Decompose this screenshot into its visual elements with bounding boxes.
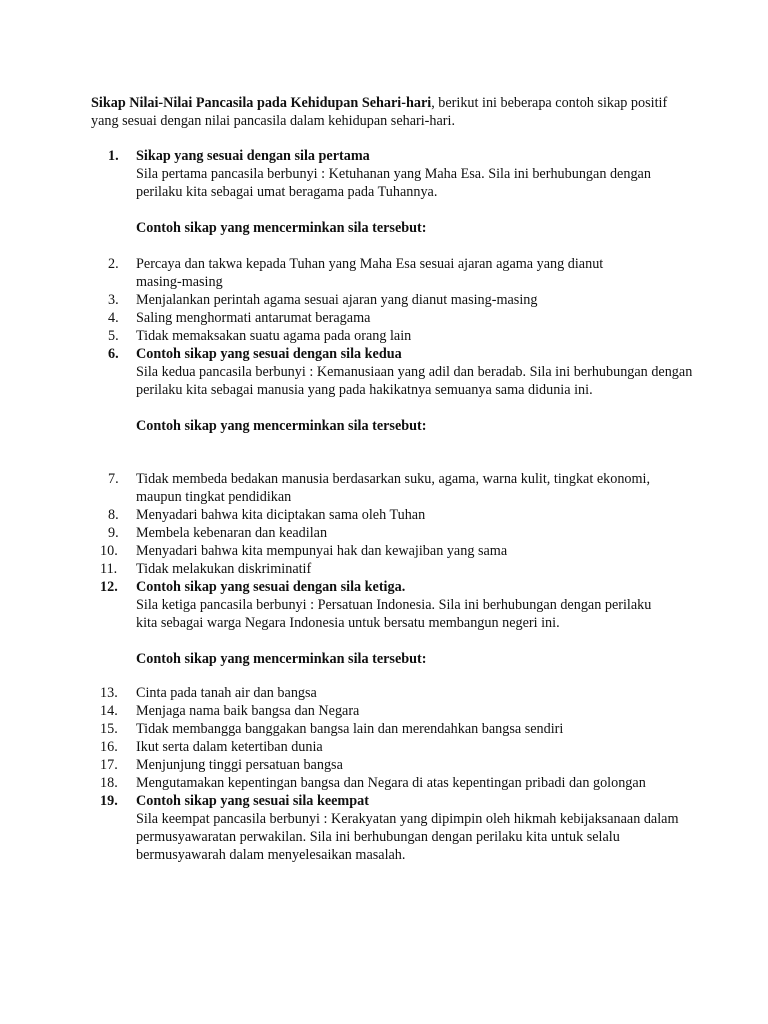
list-text: Tidak memaksakan suatu agama pada orang lain xyxy=(136,328,412,344)
section-description: Sila ketiga pancasila berbunyi : Persatuan Indonesia. Sila ini berhubungan dengan perilaku kita sebagai warga Negara Indonesia untuk bersatu membangun negeri ini. xyxy=(136,597,652,631)
list-item xyxy=(91,327,691,345)
examples-heading: Contoh sikap yang mencerminkan sila tersebut: xyxy=(136,418,427,434)
list-text: Percaya dan takwa kepada Tuhan yang Maha Esa sesuai ajaran agama yang dianut masing-masing xyxy=(136,256,604,290)
list-number: 12. xyxy=(100,579,118,595)
list-number: 17. xyxy=(100,757,118,773)
list-item-1 xyxy=(91,147,691,165)
list-number: 6. xyxy=(108,346,119,362)
list-item-6 xyxy=(91,345,691,363)
list-text: Saling menghormati antarumat beragama xyxy=(136,310,371,326)
list-number: 10. xyxy=(100,543,118,559)
list-number: 9. xyxy=(108,525,119,541)
list-item xyxy=(91,291,691,309)
list-text: Menyadari bahwa kita mempunyai hak dan kewajiban yang sama xyxy=(136,543,508,559)
list-text: Menyadari bahwa kita diciptakan sama oleh Tuhan xyxy=(136,507,426,523)
section-description: Sila keempat pancasila berbunyi : Kerakyatan yang dipimpin oleh hikmah kebijaksanaan dalam permusyawaratan perwakilan. Sila ini berhubungan dengan perilaku kita untuk selalu bermusyawarah dalam menyelesaikan masalah. xyxy=(136,811,679,863)
section-description: Sila pertama pancasila berbunyi : Ketuhanan yang Maha Esa. Sila ini berhubungan dengan perilaku kita sebagai umat beragama pada Tuhannya. xyxy=(136,166,651,200)
list-item xyxy=(91,738,691,756)
list-number: 1. xyxy=(108,148,119,164)
list-text: Menjaga nama baik bangsa dan Negara xyxy=(136,703,360,719)
list-text: Tidak membeda bedakan manusia berdasarkan suku, agama, warna kulit, tingkat ekonomi, maupun tingkat pendidikan xyxy=(136,471,651,505)
list-number: 4. xyxy=(108,310,119,326)
list-item xyxy=(91,506,691,524)
list-item xyxy=(91,524,691,542)
list-item-19 xyxy=(91,792,691,810)
list-number: 14. xyxy=(100,703,118,719)
list-text: Ikut serta dalam ketertiban dunia xyxy=(136,739,323,755)
list-number: 11. xyxy=(100,561,118,577)
list-number: 2. xyxy=(108,256,119,272)
list-number: 18. xyxy=(100,775,118,791)
list-number: 5. xyxy=(108,328,119,344)
list-text: Menjalankan perintah agama sesuai ajaran yang dianut masing-masing xyxy=(136,292,538,308)
list-number: 16. xyxy=(100,739,118,755)
section-sila-pertama xyxy=(91,147,691,237)
list-number: 13. xyxy=(100,685,118,701)
list-number: 19. xyxy=(100,793,118,809)
list-text: Membela kebenaran dan keadilan xyxy=(136,525,328,541)
list-item xyxy=(91,542,691,560)
section-title: Sikap yang sesuai dengan sila pertama xyxy=(136,148,370,164)
section-description: Sila kedua pancasila berbunyi : Kemanusiaan yang adil dan beradab. Sila ini berhubungan dengan perilaku kita sebagai manusia yang pada hakikatnya semuanya sama didunia ini. xyxy=(136,364,693,398)
list-item xyxy=(91,720,691,738)
list-number: 3. xyxy=(108,292,119,308)
list-item xyxy=(91,684,691,702)
section-title: Contoh sikap yang sesuai dengan sila ketiga. xyxy=(136,579,406,595)
list-number: 8. xyxy=(108,507,119,523)
list-item-12 xyxy=(91,578,691,596)
intro-text: , berikut ini beberapa contoh sikap positif yang sesuai dengan nilai pancasila dalam kehidupan sehari-hari. xyxy=(91,95,668,129)
list-item xyxy=(91,702,691,720)
intro-title: Sikap Nilai-Nilai Pancasila pada Kehidupan Sehari-hari xyxy=(91,95,432,111)
section-title: Contoh sikap yang sesuai sila keempat xyxy=(136,793,369,809)
list-group-2 xyxy=(91,470,691,668)
list-text: Tidak melakukan diskriminatif xyxy=(136,561,312,577)
list-number: 7. xyxy=(108,471,119,487)
list-item xyxy=(91,756,691,774)
list-text: Tidak membangga banggakan bangsa lain dan merendahkan bangsa sendiri xyxy=(136,721,564,737)
list-group-3 xyxy=(91,684,691,864)
list-item xyxy=(91,774,756,792)
list-number: 15. xyxy=(100,721,118,737)
list-text: Menjunjung tinggi persatuan bangsa xyxy=(136,757,343,773)
intro-paragraph xyxy=(91,94,691,130)
list-item xyxy=(91,560,691,578)
list-text: Mengutamakan kepentingan bangsa dan Negara di atas kepentingan pribadi dan golongan xyxy=(136,775,646,791)
list-text: Cinta pada tanah air dan bangsa xyxy=(136,685,317,701)
list-item xyxy=(91,309,691,327)
examples-heading: Contoh sikap yang mencerminkan sila tersebut: xyxy=(136,220,427,236)
list-item xyxy=(91,255,636,291)
list-item xyxy=(91,470,676,506)
section-title: Contoh sikap yang sesuai dengan sila kedua xyxy=(136,346,402,362)
list-group-1 xyxy=(91,255,691,435)
examples-heading: Contoh sikap yang mencerminkan sila tersebut: xyxy=(136,651,427,667)
